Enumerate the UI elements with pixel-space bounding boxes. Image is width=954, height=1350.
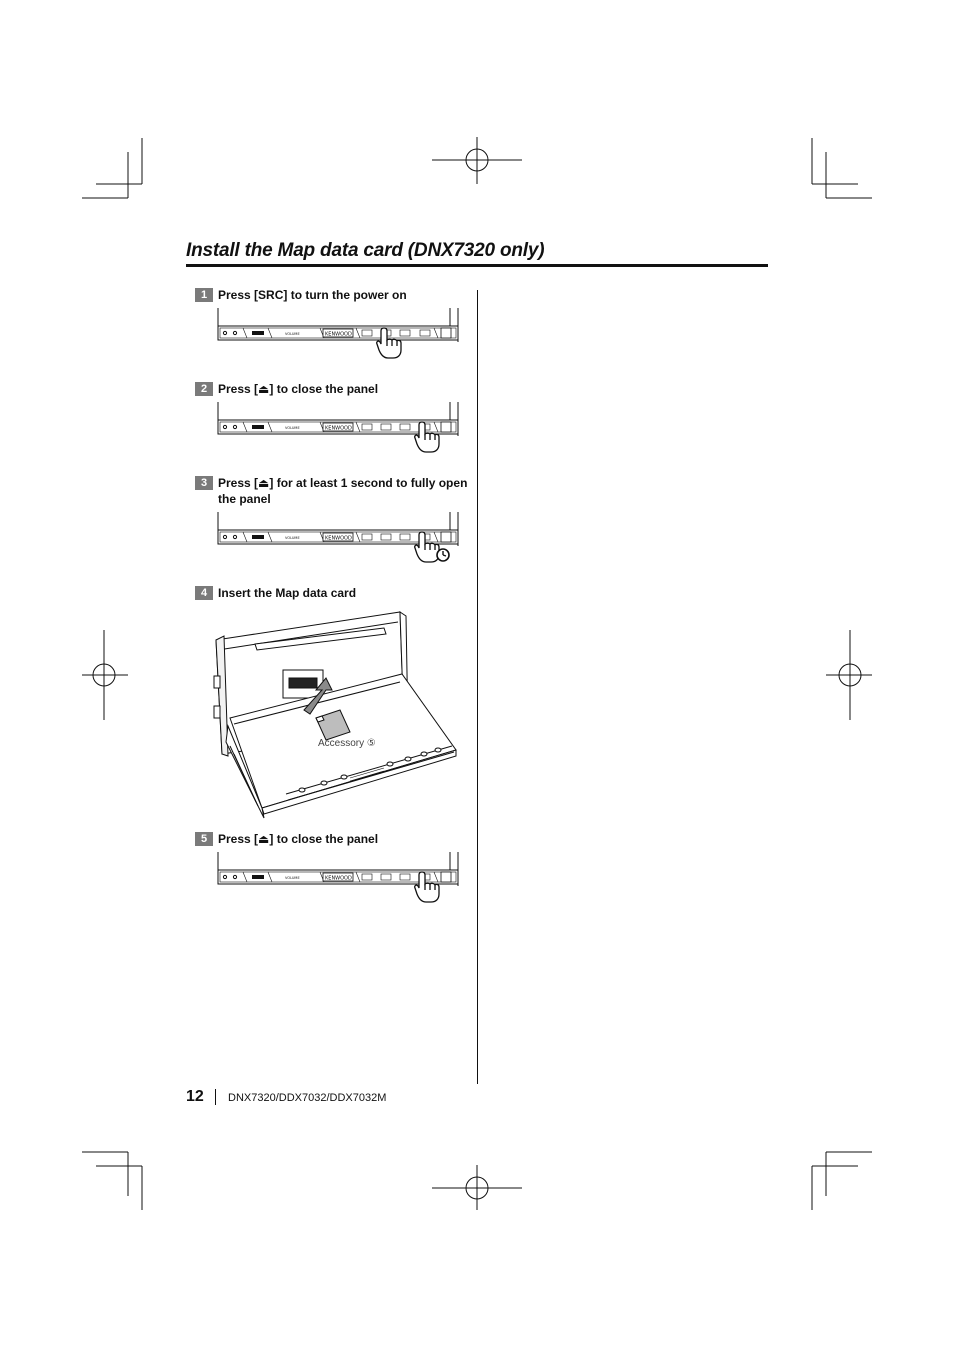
step-3-number: 3	[195, 476, 213, 490]
title-rule	[186, 264, 768, 267]
page-number: 12	[186, 1088, 204, 1105]
registration-target-top	[432, 137, 522, 184]
step-1-panel-illustration	[210, 306, 470, 362]
registration-target-right	[826, 630, 872, 720]
step-1-number: 1	[195, 288, 213, 302]
timer-icon	[437, 549, 449, 561]
column-divider	[477, 290, 478, 1084]
page-title: Install the Map data card (DNX7320 only)	[186, 240, 545, 261]
step-2-number: 2	[195, 382, 213, 396]
step-5-number: 5	[195, 832, 213, 846]
map-card-insert-illustration	[200, 606, 464, 820]
step-3-panel-illustration	[210, 510, 470, 566]
registration-target-bottom	[432, 1165, 522, 1210]
footer-separator	[215, 1089, 216, 1105]
step-5-text: Press [⏏] to close the panel	[218, 832, 379, 846]
step-4-text: Insert the Map data card	[218, 586, 357, 600]
step-1-text: Press [SRC] to turn the power on	[218, 288, 407, 302]
step-4-number: 4	[195, 586, 213, 600]
registration-target-left	[82, 630, 128, 720]
model-list: DNX7320/DDX7032/DDX7032M	[228, 1092, 387, 1104]
step-2-text: Press [⏏] to close the panel	[218, 382, 379, 396]
step-5-panel-illustration	[210, 850, 470, 906]
accessory-caption: Accessory ⑤	[318, 738, 376, 749]
step-2-panel-illustration	[210, 400, 470, 456]
step-3-text: Press [⏏] for at least 1 second to fully open the panel	[218, 476, 468, 506]
